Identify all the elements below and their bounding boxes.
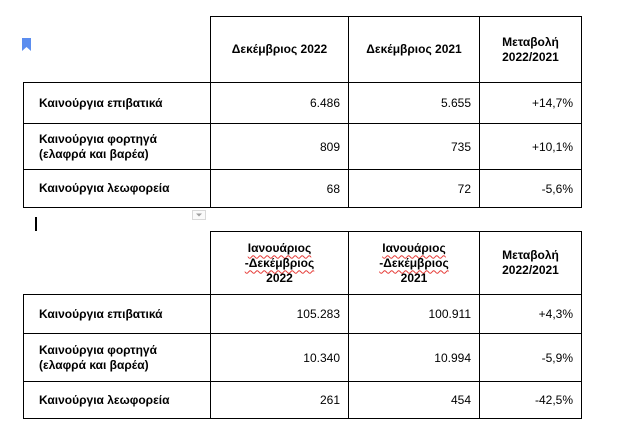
change-value: -5,6%	[480, 170, 582, 208]
table-header-row	[24, 17, 582, 83]
header-line: Μεταβολή	[502, 248, 559, 262]
value-2022: 809	[211, 124, 349, 170]
table-row	[24, 382, 582, 419]
row-label: Καινούργια φορτηγά (ελαφρά και βαρέα)	[24, 334, 211, 382]
value-2022: 261	[211, 382, 349, 419]
row-label: Καινούργια επιβατικά	[24, 83, 211, 124]
header-year: 2021	[400, 270, 428, 285]
annual-comparison-table	[23, 231, 582, 419]
chevron-down-icon[interactable]	[192, 210, 206, 220]
value-2022: 68	[211, 170, 349, 208]
header-line: Ιανουάριος	[247, 240, 312, 255]
table-row	[24, 170, 582, 208]
value-2021: 10.994	[349, 334, 480, 382]
row-label: Καινούργια φορτηγά (ελαφρά και βαρέα)	[24, 124, 211, 170]
value-2021: 735	[349, 124, 480, 170]
table-row	[24, 295, 582, 334]
header-change	[480, 232, 582, 295]
text-cursor	[35, 217, 37, 231]
header-december-2022: Δεκέμβριος 2022	[211, 17, 349, 83]
value-2021: 72	[349, 170, 480, 208]
empty-corner-cell	[24, 232, 211, 295]
header-line: 2022/2021	[502, 263, 559, 277]
row-label: Καινούργια λεωφορεία	[24, 170, 211, 208]
change-value: -5,9%	[480, 334, 582, 382]
december-comparison-table	[23, 16, 582, 208]
value-2021: 454	[349, 382, 480, 419]
value-2021: 100.911	[349, 295, 480, 334]
value-2022: 6.486	[211, 83, 349, 124]
header-jan-dec-2021	[349, 232, 480, 295]
value-2022: 10.340	[211, 334, 349, 382]
row-label: Καινούργια λεωφορεία	[24, 382, 211, 419]
value-2021: 5.655	[349, 83, 480, 124]
change-value: +14,7%	[480, 83, 582, 124]
header-line: -Δεκέμβριος	[379, 255, 449, 270]
header-jan-dec-2022	[211, 232, 349, 295]
header-change: Μεταβολή 2022/2021	[480, 17, 582, 83]
table-row	[24, 83, 582, 124]
row-label: Καινούργια επιβατικά	[24, 295, 211, 334]
empty-corner-cell	[24, 17, 211, 83]
change-value: -42,5%	[480, 382, 582, 419]
header-line: Ιανουάριος	[382, 240, 446, 255]
header-december-2021: Δεκέμβριος 2021	[349, 17, 480, 83]
table-row	[24, 124, 582, 170]
header-year: 2022	[266, 270, 293, 285]
change-value: +10,1%	[480, 124, 582, 170]
table-header-row	[24, 232, 582, 295]
table-row	[24, 334, 582, 382]
value-2022: 105.283	[211, 295, 349, 334]
header-line: -Δεκέμβριος	[244, 255, 315, 270]
change-value: +4,3%	[480, 295, 582, 334]
